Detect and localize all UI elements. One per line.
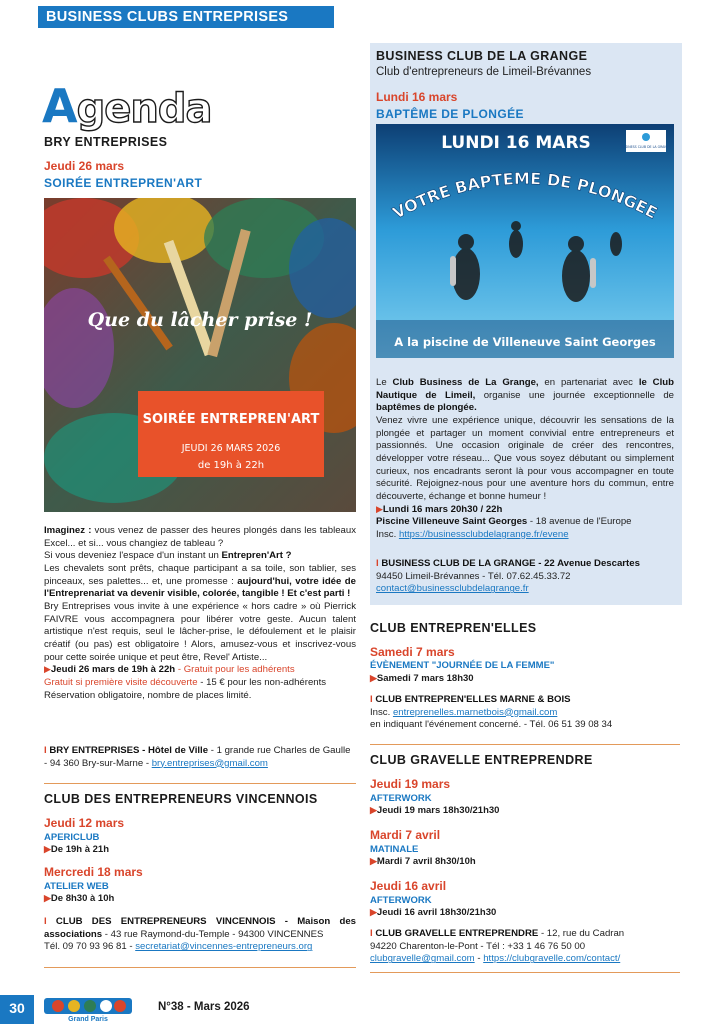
- divider: [44, 783, 356, 784]
- triangle-icon: ▶: [376, 503, 383, 514]
- bry-when: [44, 664, 356, 677]
- bry-poster-time: de 19h à 22h: [197, 460, 265, 471]
- vincennes-heading: CLUB DES ENTREPRENEURS VINCENNOIS: [44, 792, 318, 806]
- bry-paragraph-3: [44, 563, 356, 601]
- grange-logo-text: BUSINESS CLUB DE LA GRANGE: [620, 145, 672, 149]
- grange-description: [376, 377, 674, 542]
- entreprenelles-contact-line-2: [370, 707, 680, 720]
- bry-p3-bold: aujourd'hui, votre idée de l'Entreprenariat va devenir visible, colorée, tangible ! Et c'est parti !: [44, 575, 356, 600]
- triangle-icon: ▶: [44, 664, 51, 675]
- agenda-title-rest: genda: [76, 86, 212, 132]
- grange-heading: BUSINESS CLUB DE LA GRANGE: [376, 49, 588, 63]
- vincennes-event-time: De 19h à 21h: [50, 844, 110, 856]
- vincennes-event-time-row: [44, 893, 143, 906]
- grange-p1-b: Club Business de La Grange,: [392, 377, 539, 388]
- triangle-icon: ▶: [44, 893, 51, 904]
- grange-insc: [376, 529, 674, 542]
- bar-icon: I: [370, 694, 373, 705]
- bry-contact: [44, 745, 356, 770]
- entreprenelles-contact-line-1: [370, 694, 680, 707]
- bry-p2-text: Si vous deveniez l'espace d'un instant un: [44, 550, 222, 562]
- gravelle-event-3: [370, 879, 496, 920]
- grange-insc-link[interactable]: https://businessclubdelagrange.fr/evene: [398, 528, 569, 540]
- gravelle-event-time-row: [370, 805, 499, 818]
- magazine-logo-text: Grand Paris: [68, 1016, 108, 1022]
- gravelle-event-date: Mardi 7 avril: [370, 828, 441, 842]
- bry-paragraph-1: [44, 525, 356, 550]
- vincennes-event-time: De 8h30 à 10h: [50, 893, 115, 905]
- grange-p1-f: baptêmes de plongée.: [376, 402, 477, 414]
- gravelle-heading: CLUB GRAVELLE ENTREPRENDRE: [370, 753, 593, 767]
- triangle-icon: ▶: [370, 673, 377, 683]
- bry-poster-event-name: SOIRÉE ENTREPREN'ART: [142, 412, 320, 427]
- grange-paragraph-2: Venez vivre une expérience unique, découvrir les sensations de la plongée et partager un moment convivial entre entrepreneurs et passionnés. Une occasion originale de créer des rencontres, développer votre réseau... Que vous soyez débutant ou simplement curieux, nos encadrants seront là pour vous accompagner en toute sécurité. Rejoignez-nous pour une aventure hors du commun, entre découverte, échange et bonne humeur !: [376, 414, 674, 502]
- vincennes-event-1: [44, 816, 124, 857]
- grange-poster-arc-line: VOTRE BAPTEME DE PLONGEE: [389, 168, 661, 223]
- bry-paragraph-4: Bry Entreprises vous invite à une expérience « hors cadre » où Pierrick FAIVRE vous accompagnera pour libérer votre geste. Aucun talent artistique n'est requis, seul le lâcher-prise, le défoulement et le plaisir créatif (ou pas) est obligatoire ! Alors, amusez-vous et inscrivez-vous pour cette soirée unique et peut être, Revel' Artiste...: [44, 600, 356, 663]
- vincennes-contact-line-1: [44, 916, 356, 941]
- bry-event-date: Jeudi 26 mars: [44, 159, 125, 173]
- bry-poster-tagline: Que du lâcher prise !: [87, 309, 313, 331]
- magazine-logo-graphic: [44, 998, 132, 1022]
- vincennes-contact-line-2: [44, 941, 356, 954]
- vincennes-event-date: Mercredi 18 mars: [44, 865, 143, 879]
- vincennes-event-title: APERICLUB: [44, 831, 100, 843]
- grange-place-bold: Piscine Villeneuve Saint Georges: [376, 516, 528, 528]
- vincennes-contact: [44, 916, 356, 954]
- entreprenelles-heading: CLUB ENTREPREN'ELLES: [370, 621, 537, 635]
- gravelle-event-date: Jeudi 19 mars: [370, 777, 451, 791]
- grange-poster-top-line: LUNDI 16 MARS: [441, 133, 591, 153]
- agenda-title: [42, 76, 211, 137]
- vincennes-event-time-row: [44, 844, 124, 857]
- diving-pool-illustration: [376, 124, 674, 358]
- gravelle-contact-line-1: [370, 928, 680, 941]
- gravelle-event-title: AFTERWORK: [370, 894, 432, 906]
- bry-event-title: SOIRÉE ENTREPREN'ART: [44, 176, 203, 190]
- bry-poster-date: JEUDI 26 MARS 2026: [181, 443, 281, 454]
- bar-icon: I: [370, 928, 373, 939]
- vincennes-event-2: [44, 865, 143, 906]
- bar-icon: I: [44, 745, 47, 756]
- grange-p1-e: organise une journée exceptionnelle de: [475, 389, 674, 401]
- entreprenelles-contact-name: CLUB ENTREPREN'ELLES MARNE & BOIS: [375, 694, 571, 705]
- entreprenelles-event-title: ÉVÈNEMENT "JOURNÉE DE LA FEMME": [370, 660, 555, 671]
- bar-icon: I: [44, 916, 47, 927]
- grange-when: [376, 504, 674, 517]
- entreprenelles-insc-label: Insc.: [370, 706, 393, 718]
- gravelle-event-title: MATINALE: [370, 843, 419, 855]
- entreprenelles-event-time: Samedi 7 mars 18h30: [376, 673, 474, 684]
- grange-when-text: Lundi 16 mars 20h30 / 22h: [382, 503, 503, 515]
- bry-price-red: Gratuit si première visite découverte: [44, 676, 198, 688]
- bry-when-bold: Jeudi 26 mars de 19h à 22h: [50, 664, 176, 676]
- vincennes-event-date: Jeudi 12 mars: [44, 816, 125, 830]
- grange-event-date: Lundi 16 mars: [376, 90, 458, 104]
- agenda-title-first-letter: A: [42, 79, 77, 133]
- bry-price-rest: - 15 € pour les non-adhérents: [197, 676, 327, 688]
- grange-contact-line-1: [376, 558, 674, 571]
- gravelle-contact-url[interactable]: https://clubgravelle.com/contact/: [483, 953, 621, 965]
- grange-subheading: Club d'entrepreneurs de Limeil-Brévannes: [376, 66, 592, 78]
- paint-palette-illustration: [44, 198, 356, 512]
- entreprenelles-contact: [370, 694, 680, 732]
- bry-p2-bold: Entrepren'Art ?: [221, 550, 292, 562]
- bry-contact-email[interactable]: bry.entreprises@gmail.com: [151, 757, 268, 769]
- gravelle-contact-line-3: [370, 953, 680, 966]
- vincennes-contact-email[interactable]: secretariat@vincennes-entrepreneurs.org: [135, 941, 313, 953]
- triangle-icon: ▶: [370, 907, 377, 918]
- vincennes-contact-tel: Tél. 09 70 93 96 81 -: [44, 941, 136, 953]
- gravelle-event-2: [370, 828, 476, 869]
- grange-p1-d: le Club Nautique de Limeil,: [376, 377, 674, 401]
- grange-p1-a: Le: [376, 377, 393, 388]
- vincennes-event-title: ATELIER WEB: [44, 880, 109, 892]
- bry-p1-lead: Imaginez :: [44, 525, 92, 536]
- gravelle-event-title: AFTERWORK: [370, 792, 432, 804]
- entreprenelles-event-date: Samedi 7 mars: [370, 645, 455, 659]
- bry-heading: BRY ENTREPRISES: [44, 135, 168, 149]
- divider: [370, 744, 680, 745]
- grange-place: [376, 516, 674, 529]
- bry-p3-text: Les chevalets sont prêts, chaque participant a sa toile, son tablier, ses pinceaux, ses palettes... et, une promesse :: [44, 562, 356, 587]
- magazine-logo: [44, 998, 132, 1022]
- gravelle-contact-name: CLUB GRAVELLE ENTREPRENDRE: [375, 928, 539, 939]
- grange-contact-name: BUSINESS CLUB DE LA GRANGE - 22 Avenue Descartes: [381, 558, 640, 569]
- entreprenelles-insc-email[interactable]: entreprenelles.marnetbois@gmail.com: [392, 706, 558, 718]
- gravelle-event-time: Jeudi 16 avril 18h30/21h30: [376, 907, 497, 919]
- grange-insc-label: Insc.: [376, 528, 399, 540]
- grange-contact: [376, 558, 674, 596]
- bry-contact-address: - 1 grande rue Charles de Gaulle - 94 360 Bry-sur-Marne -: [44, 745, 351, 769]
- gravelle-contact-line-2: 94220 Charenton-le-Pont - Tél : +33 1 46 76 50 00: [370, 940, 586, 952]
- bry-reservation: Réservation obligatoire, nombre de places limité.: [44, 689, 252, 701]
- triangle-icon: ▶: [44, 844, 51, 855]
- bry-paragraph-2: [44, 550, 356, 563]
- grange-contact-line-2: 94450 Limeil-Brévannes - Tél. 07.62.45.33.72: [376, 570, 571, 582]
- gravelle-contact: [370, 928, 680, 966]
- gravelle-event-time-row: [370, 856, 476, 869]
- grange-poster-bottom-line: A la piscine de Villeneuve Saint Georges: [394, 335, 656, 349]
- gravelle-event-time: Mardi 7 avril 8h30/10h: [376, 856, 476, 868]
- grange-paragraph-1: [376, 377, 674, 415]
- page-number: 30: [0, 995, 34, 1024]
- triangle-icon: ▶: [370, 856, 377, 867]
- grange-event-title: BAPTÊME DE PLONGÉE: [376, 107, 524, 121]
- gravelle-contact-separator: -: [474, 953, 484, 965]
- gravelle-contact-address: - 12, rue du Cadran: [538, 928, 625, 939]
- grange-event-poster: [376, 124, 674, 358]
- gravelle-event-date: Jeudi 16 avril: [370, 879, 447, 893]
- section-banner: BUSINESS CLUBS ENTREPRISES: [38, 6, 334, 28]
- bry-contact-name: BRY ENTREPRISES - Hôtel de Ville: [49, 745, 209, 756]
- gravelle-event-time-row: [370, 907, 496, 920]
- entreprenelles-contact-line-3: en indiquant l'événement concerné. - Tél. 06 51 39 08 34: [370, 719, 613, 731]
- bry-event-poster: [44, 198, 356, 512]
- bry-description: [44, 525, 356, 702]
- issue-number: N°38 - Mars 2026: [158, 1001, 250, 1013]
- bar-icon: I: [376, 558, 379, 569]
- vincennes-contact-address: - 43 rue Raymond-du-Temple - 94300 VINCENNES: [102, 928, 324, 940]
- grange-p1-c: en partenariat avec: [538, 377, 639, 388]
- gravelle-contact-email[interactable]: clubgravelle@gmail.com: [370, 953, 475, 965]
- grange-contact-email[interactable]: contact@businessclubdelagrange.fr: [376, 583, 529, 595]
- grange-place-rest: - 18 avenue de l'Europe: [527, 516, 632, 528]
- gravelle-event-1: [370, 777, 499, 818]
- bry-p1-text: vous venez de passer des heures plongés dans les tableaux Excel... et si... vous changiez de tableau ?: [44, 525, 356, 549]
- gravelle-event-time: Jeudi 19 mars 18h30/21h30: [376, 805, 500, 817]
- bry-when-price: - Gratuit pour les adhérents: [175, 664, 295, 676]
- bry-price: [44, 677, 356, 690]
- vincennes-contact-name: CLUB DES ENTREPRENEURS VINCENNOIS - Maison des associations: [44, 916, 357, 940]
- entreprenelles-event-time-row: [370, 673, 474, 686]
- divider: [370, 972, 680, 973]
- triangle-icon: ▶: [370, 805, 377, 816]
- grange-contact-line-3: [376, 583, 674, 596]
- divider: [44, 967, 356, 968]
